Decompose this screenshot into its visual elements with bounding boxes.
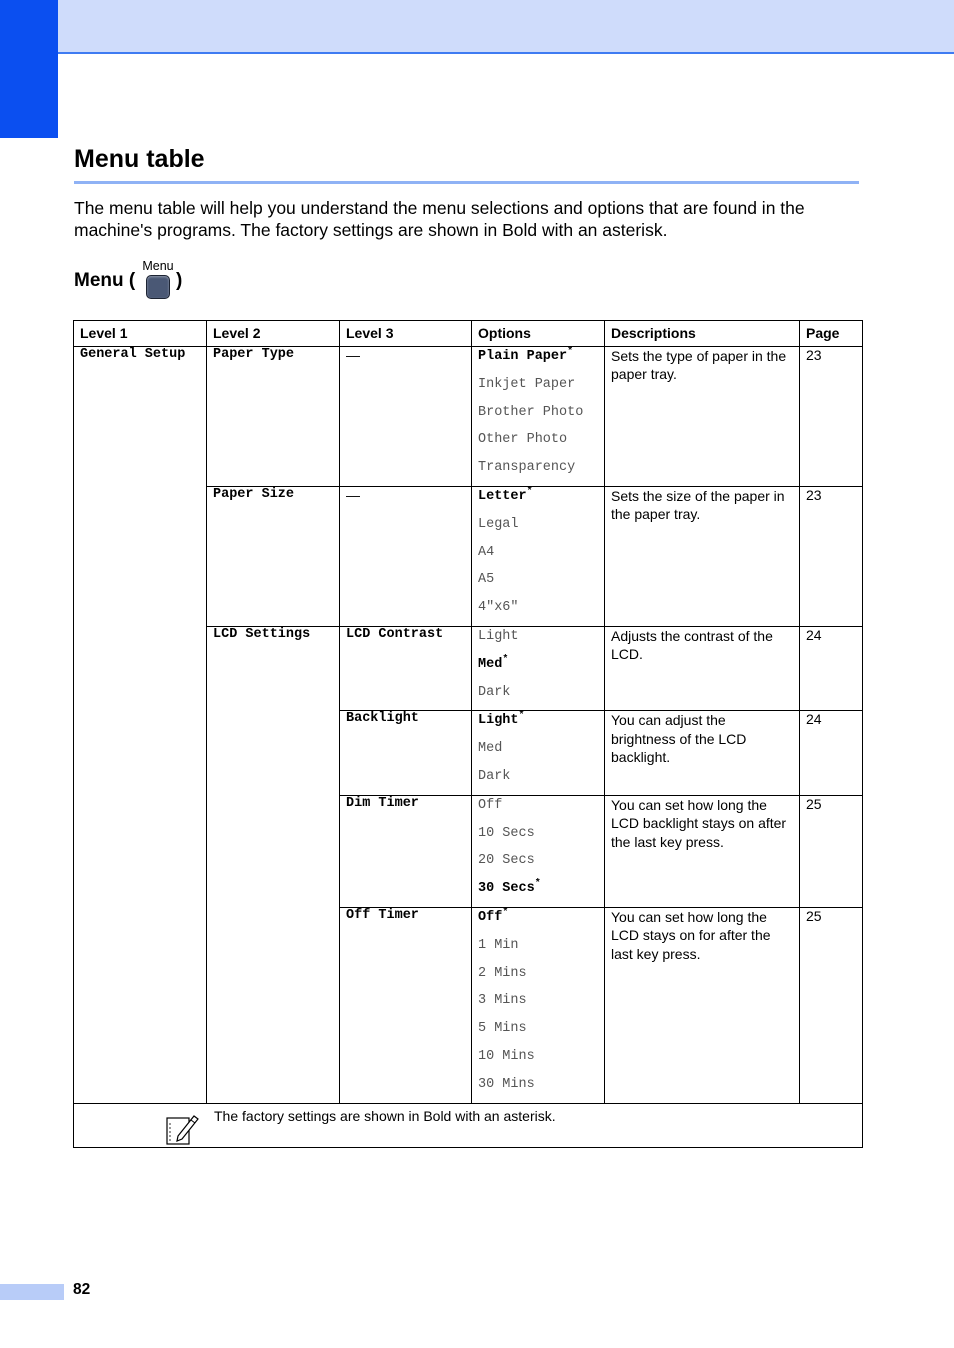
option-item [478,570,598,598]
option-label: 30 Mins [478,1076,535,1092]
option-label: Dark [478,684,511,700]
option-label: Med [478,741,503,757]
option-label: 5 Mins [478,1021,527,1037]
level3-cell: Off Timer [340,907,472,1103]
header-page: Page [800,321,863,347]
description-cell: You can set how long the LCD backlight stays on after the last key press. [605,795,800,907]
option-label: 1 Min [478,937,519,953]
option-item [478,375,598,403]
option-label: Brother Photo [478,404,584,420]
option-label: Light [478,628,519,644]
option-item [478,824,598,852]
option-item [478,598,598,626]
option-label: A5 [478,572,495,588]
level2-cell: Paper Type [207,347,340,487]
menu-button-icon [146,275,170,299]
description-cell: Sets the type of paper in the paper tray. [605,347,800,487]
table-row [74,347,863,487]
default-asterisk: * [567,346,574,358]
option-label: A4 [478,544,495,560]
page-cell: 24 [800,626,863,710]
header-descriptions: Descriptions [605,321,800,347]
level2-cell: LCD Settings [207,626,340,1103]
page-cell: 23 [800,486,863,626]
note-pencil-icon [166,1112,200,1151]
option-item [478,1075,598,1103]
option-default [478,347,598,375]
option-label: Plain Paper [478,349,568,364]
option-item [478,936,598,964]
note-text: The factory settings are shown in Bold with an asterisk. [214,1107,556,1124]
option-default [478,487,598,515]
option-item [478,851,598,879]
option-label: Off [478,797,503,813]
header-band [58,0,954,54]
option-item [478,1047,598,1075]
page-number-bar [0,1284,64,1300]
option-label: 20 Secs [478,853,535,869]
option-item [478,627,598,655]
option-item [478,683,598,711]
header-level-2: Level 2 [207,321,340,347]
option-label: Other Photo [478,432,568,448]
header-level-3: Level 3 [340,321,472,347]
option-label: 4"x6" [478,600,519,616]
options-cell [472,347,605,487]
level3-cell: Dim Timer [340,795,472,907]
level1-cell: General Setup [74,347,207,1104]
header-options: Options [472,321,605,347]
level3-cell: LCD Contrast [340,626,472,710]
menu-heading-close: ) [176,270,183,291]
option-item [478,739,598,767]
option-label: Legal [478,516,519,532]
menu-heading [74,270,135,292]
option-label: Transparency [478,460,576,476]
option-item [478,1019,598,1047]
description-cell: You can set how long the LCD stays on for after the last key press. [605,907,800,1103]
default-asterisk: * [526,486,533,498]
options-cell [472,486,605,626]
option-item [478,796,598,824]
level3-cell: — [340,486,472,626]
description-cell: Adjusts the contrast of the LCD. [605,626,800,710]
option-item [478,515,598,543]
option-label: Dark [478,768,511,784]
option-default [478,879,598,907]
default-asterisk: * [502,654,509,666]
option-label: 2 Mins [478,965,527,981]
option-item [478,767,598,795]
default-asterisk: * [502,907,509,919]
option-item [478,991,598,1019]
table-header-row [74,321,863,347]
menu-table [73,320,863,1148]
chapter-tab [0,0,58,138]
option-label: 10 Mins [478,1048,535,1064]
option-label: Letter [478,488,527,504]
option-label: Light [478,713,519,729]
option-item [478,403,598,431]
option-default [478,908,598,936]
option-label: 10 Secs [478,825,535,841]
page-cell: 25 [800,795,863,907]
page-number: 82 [73,1281,91,1298]
option-label: 30 Secs [478,881,535,897]
page-cell: 25 [800,907,863,1103]
options-cell [472,626,605,710]
option-label: Off [478,909,503,925]
option-item [478,543,598,571]
page-cell: 23 [800,347,863,487]
option-label: Med [478,656,503,672]
options-cell [472,711,605,795]
menu-heading-label: Menu ( [74,270,136,291]
option-default [478,711,598,739]
level2-cell: Paper Size [207,486,340,626]
menu-key-label: Menu [142,259,174,273]
menu-key-icon [138,259,178,304]
option-label: Inkjet Paper [478,376,576,392]
default-asterisk: * [518,710,525,722]
page-title: Menu table [74,145,205,173]
intro-paragraph: The menu table will help you understand the menu selections and options that are found in the machine's programs. The factory settings are shown in Bold with an asterisk. [74,198,805,240]
description-cell: Sets the size of the paper in the paper tray. [605,486,800,626]
options-cell [472,795,605,907]
page-cell: 24 [800,711,863,795]
description-cell: You can adjust the brightness of the LCD backlight. [605,711,800,795]
options-cell [472,907,605,1103]
note-row [74,1103,863,1147]
option-item [478,458,598,486]
note-cell [74,1103,863,1147]
header-level-1: Level 1 [74,321,207,347]
option-default [478,655,598,683]
option-label: 3 Mins [478,993,527,1009]
title-rule [74,181,859,184]
default-asterisk: * [534,878,541,890]
option-item [478,430,598,458]
option-item [478,964,598,992]
level3-cell: Backlight [340,711,472,795]
level3-cell: — [340,347,472,487]
